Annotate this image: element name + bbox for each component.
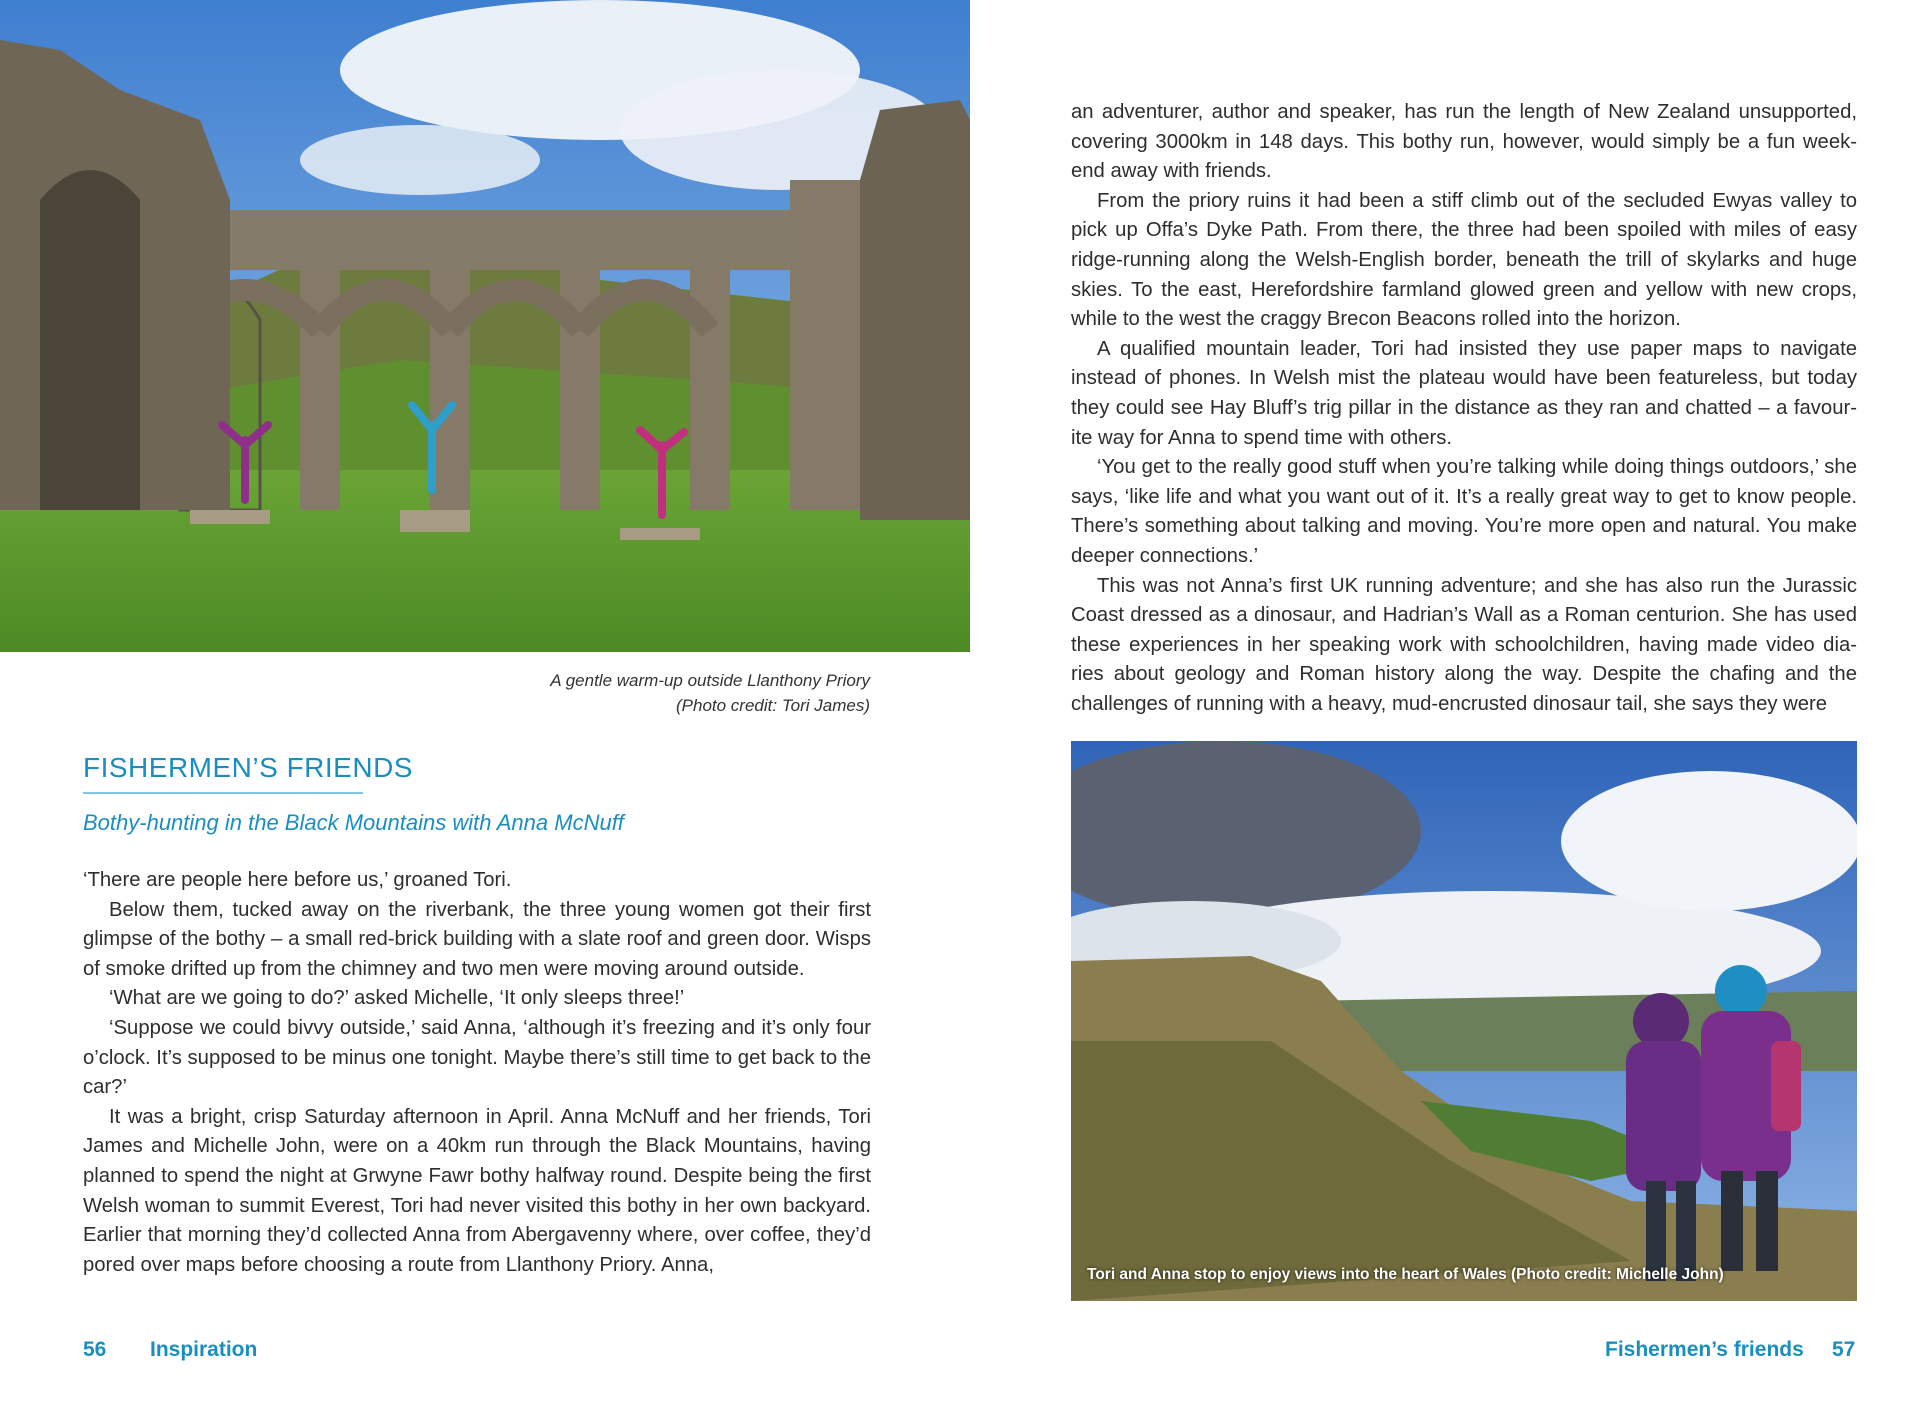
paragraph: ‘You get to the really good stuff when you’re talking while doing things outdoors,’ she says, ‘like life and what you want out of it. It’s a really great way to get to know people. There’s something about talking and moving. You’re more open and natural. You make deeper connections.’ xyxy=(1071,456,1857,567)
paragraph: ‘What are we going to do?’ asked Michelle, ‘It only sleeps three!’ xyxy=(109,987,685,1010)
running-head-left: Inspiration xyxy=(150,1338,258,1361)
caption-line: (Photo credit: Tori James) xyxy=(676,696,870,715)
paragraph: an adventurer, author and speaker, has run the length of New Zealand unsupported, covering 3000km in 148 days. This bothy run, however, would simply be a fun week-end away with friends. xyxy=(1071,101,1857,183)
paragraph: A qualified mountain leader, Tori had insisted they use paper maps to navigate instead of phones. In Welsh mist the plateau would have been featureless, but today they could see Hay Bluff’s trig pillar in the distance as they ran and chatted – a favour-ite way for Anna to spend time with others. xyxy=(1071,337,1857,449)
page-number-left: 56 xyxy=(83,1338,107,1361)
hillside-photo-caption: Tori and Anna stop to enjoy views into the heart of Wales (Photo credit: Michelle John) xyxy=(1087,1266,1724,1283)
paragraph: This was not Anna’s first UK running adventure; and she has also run the Jurassic Coast dressed as a dinosaur, and Hadrian’s Wall as a Roman centurion. She has used these experiences in her speaking work with schoolchildren, having made video dia-ries about geology and Roman history along the way. Despite the chafing and the challenges of running with a heavy, mud-encrusted dinosaur tail, she says they were xyxy=(1071,574,1857,715)
right-body-text xyxy=(1071,98,1857,719)
section-title: FISHERMEN’S FRIENDS xyxy=(83,752,413,783)
paragraph: From the priory ruins it had been a stiff climb out of the secluded Ewyas valley to pick up Offa’s Dyke Path. From there, the three had been spoiled with miles of easy ridge-running along the Welsh-English border, beneath the trill of skylarks and huge skies. To the east, Herefordshire farmland glowed green and yellow with new crops, while to the west the craggy Brecon Beacons rolled into the horizon. xyxy=(1071,189,1857,331)
paragraph: It was a bright, crisp Saturday afternoon in April. Anna McNuff and her friends, Tori James and Michelle John, were on a 40km run through the Black Mountains, having planned to spend the night at Grwyne Fawr bothy halfway round. Despite being the first Welsh woman to summit Everest, Tori had never visited this bothy in her own backyard. Earlier that morning they’d collected Anna from Abergavenny where, over coffee, they’d pored over maps before choosing a route from Llanthony Priory. Anna, xyxy=(83,1105,871,1276)
paragraph: ‘Suppose we could bivvy outside,’ said Anna, ‘although it’s freezing and it’s only four o’clock. It’s supposed to be minus one tonight. Maybe there’s still time to get back to the car?’ xyxy=(83,1016,871,1099)
paragraph: Below them, tucked away on the riverbank, the three young women got their first glimpse of the bothy – a small red-brick building with a slate roof and green door. Wisps of smoke drifted up from the chimney and two men were moving around outside. xyxy=(83,898,871,980)
priory-photo xyxy=(0,0,970,652)
title-underline xyxy=(83,792,363,794)
left-body-text xyxy=(83,866,871,1280)
page-number-right: 57 xyxy=(1832,1338,1856,1361)
hillside-photo xyxy=(1071,741,1857,1301)
paragraph: ‘There are people here before us,’ groaned Tori. xyxy=(83,869,512,891)
priory-photo-caption xyxy=(270,668,870,718)
running-head-right: Fishermen’s friends xyxy=(1605,1338,1804,1361)
caption-line: A gentle warm-up outside Llanthony Priory xyxy=(550,671,870,690)
section-subtitle: Bothy-hunting in the Black Mountains with Anna McNuff xyxy=(83,810,624,835)
